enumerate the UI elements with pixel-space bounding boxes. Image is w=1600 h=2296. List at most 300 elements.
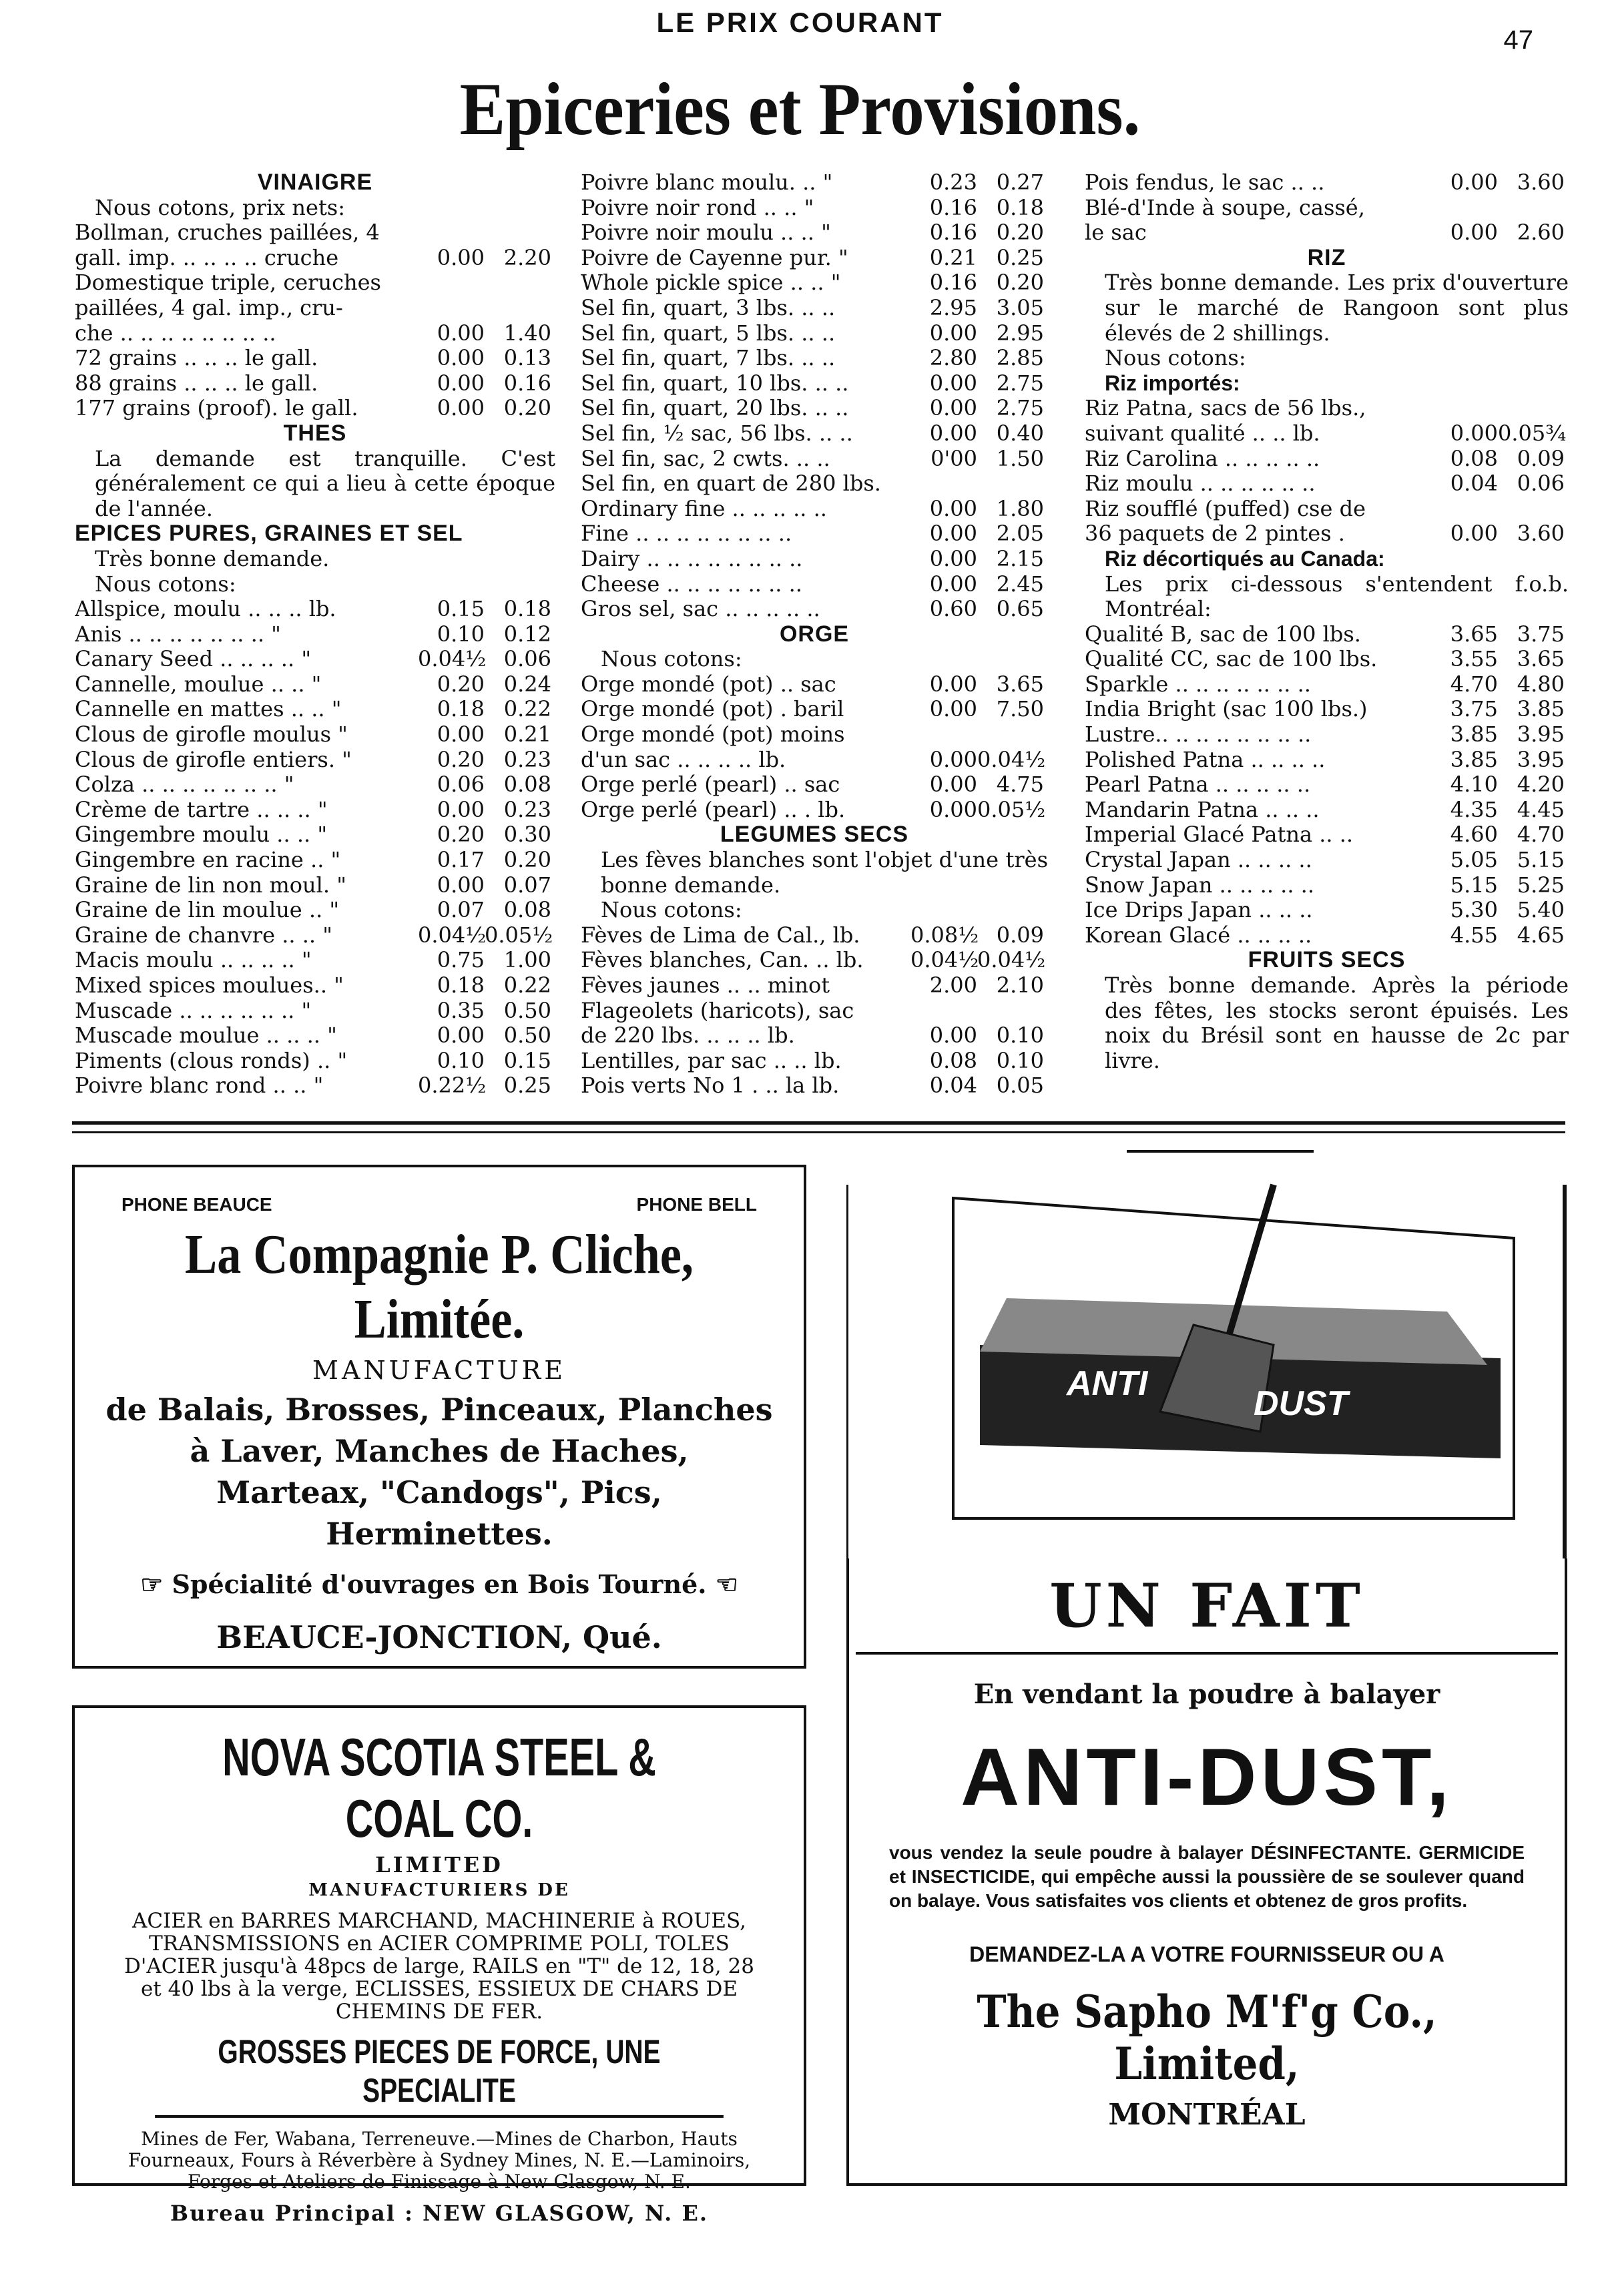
page-number: 47 [1503,25,1533,55]
item-name: Poivre de Cayenne pur. " [581,245,848,270]
price-low [418,296,485,321]
item-name: Sel fin, quart, 7 lbs. .. .. [581,346,836,371]
price-row [581,1023,1048,1049]
ad-line: Marteax, "Candogs", Pics, [216,1474,662,1510]
ad-body: vous vendez la seule poudre à balayer DÉSINFECTANTE. GERMICIDE et INSECTICIDE, qui empêche aussi la poussière de se soulever quand on balaye. Vous satisfaites vos clients et obtenez de gros profits. [889,1842,1525,1911]
item-name: Pois fendus, le sac .. .. [1085,170,1325,195]
price-row [75,722,555,748]
price-row [75,1073,555,1099]
item-name: Mandarin Patna .. .. .. [1085,797,1320,822]
price-high: 3.60 [1517,170,1565,195]
item-name: Fèves de Lima de Cal., lb. [581,922,860,948]
section-title-orge: ORGE [779,621,850,647]
price-low: 0.20 [437,671,485,697]
price-high: 0.09 [1517,445,1565,471]
price-low: 0.18 [437,696,485,722]
section-intro: Nous cotons: [95,571,236,597]
price-high: 3.95 [1517,722,1565,748]
price-row [581,471,1048,497]
item-name: Ice Drips Japan .. .. .. [1085,898,1313,923]
price-low: 2.00 [929,972,977,998]
price-row [581,371,1048,396]
price-low: 0.20 [437,822,485,848]
price-row [1085,196,1569,221]
price-low: 0.00 [437,1023,485,1049]
ad-nova-scotia [72,1705,806,2226]
price-high: 2.10 [996,972,1044,998]
price-low: 0.00 [437,370,485,396]
price-row [75,597,555,622]
price-row [1085,421,1569,447]
price-high: 0.06 [1517,471,1565,497]
price-high: 0.23 [503,796,551,822]
item-name: Muscade moulue .. .. .. " [75,1023,337,1049]
price-low: 4.60 [1450,822,1498,848]
item-name: Dairy .. .. .. .. .. .. .. .. [581,546,803,571]
price-high: 1.40 [503,320,551,346]
price-low [910,722,977,748]
section-text-riz: Très bonne demande. Les prix d'ouverture sur le marché de Rangoon sont plus élevés de 2 shillings. [1105,270,1569,346]
price-high: 0.50 [503,997,551,1023]
price-list-riz-canada [1085,622,1569,948]
section-intro: Nous cotons: [601,897,742,923]
price-low: 5.05 [1450,847,1498,873]
price-low: 0.00 [437,395,485,421]
price-row [75,346,555,371]
price-row [1085,447,1569,472]
price-row [75,848,555,873]
image-label: ANTI [1067,1364,1148,1403]
price-row [581,170,1048,196]
column-1 [75,170,555,1099]
phone-label: PHONE BELL [636,1194,757,1215]
price-low: 3.55 [1450,646,1498,672]
price-high: 0.27 [996,170,1044,195]
price-row [581,447,1048,472]
ad-subtitle: MANUFACTURE [312,1356,566,1385]
price-low: 0.10 [437,1047,485,1073]
price-low: 0.00 [929,370,977,396]
price-row [581,497,1048,522]
item-name: Riz Carolina .. .. .. .. .. [1085,446,1320,471]
price-row [1085,647,1569,672]
divider-rule [72,1131,1565,1133]
item-name: Poivre blanc moulu. .. " [581,170,833,195]
price-low: 0.00 [929,671,977,697]
price-row [581,321,1048,346]
price-row [1085,471,1569,497]
price-row [581,722,1048,748]
price-row [581,521,1048,547]
item-name: Domestique triple, ceruches [75,270,381,296]
price-high: 0.08 [503,772,551,798]
item-name: Sel fin, quart, 10 lbs. .. .. [581,370,849,396]
price-high: 2.45 [996,571,1044,597]
price-low: 4.35 [1450,796,1498,822]
price-low: 0.00 [437,722,485,748]
item-name: Riz Patna, sacs de 56 lbs., [1085,396,1366,421]
price-high: 0.50 [503,1023,551,1049]
price-low: 0.00 [437,320,485,346]
price-low: 0.21 [929,244,977,270]
price-row [1085,898,1569,923]
price-row [581,421,1048,447]
section-intro: Nous cotons: [1105,345,1246,371]
price-high: 0.05½ [977,796,1046,822]
price-row [1085,848,1569,873]
price-low: 0.00 [437,345,485,371]
price-low: 0.00 [929,796,977,822]
price-row [581,697,1048,722]
price-row [1085,873,1569,898]
price-high: 2.05 [996,521,1044,547]
item-name: Riz moulu .. .. .. .. .. .. [1085,471,1316,497]
price-row [75,296,555,321]
item-name: Anis .. .. .. .. .. .. .. " [75,621,281,647]
divider-rule [72,1121,1565,1125]
price-high: 2.85 [996,345,1044,371]
price-low: 0.06 [437,772,485,798]
price-row [581,998,1048,1024]
ad-subhead: En vendant la poudre à balayer [973,1679,1440,1710]
price-high: 2.60 [1517,220,1565,246]
price-high: 0.07 [503,872,551,898]
price-high: 4.70 [1517,822,1565,848]
price-high [485,220,555,246]
item-name: suivant qualité .. .. lb. [1085,420,1320,446]
price-high: 0.22 [503,972,551,998]
price-high [977,722,1048,748]
price-row [1085,497,1569,522]
price-high: 3.05 [996,294,1044,320]
section-text-fruits: Très bonne demande. Après la période des fêtes, les stocks seront épuisés. Les noix du Brésil sont en hausse de 2c par livre. [1105,972,1569,1073]
item-name: Gingembre moulu .. .. " [75,822,328,848]
price-row [75,772,555,798]
item-name: Imperial Glacé Patna .. .. [1085,822,1354,848]
ad-products: ACIER en BARRES MARCHAND, MACHINERIE à ROUES, TRANSMISSIONS en ACIER COMPRIME POLI, TOLES D'ACIER jusqu'à 48pcs de large, RAILS en "T" de 12, 18, 28 et 40 lbs à la verge, ECLISSES, ESSIEUX DE CHARS DE CHEMINS DE FER. [124,1909,754,2024]
price-low: 0.16 [929,194,977,220]
price-high: 5.40 [1517,897,1565,923]
item-name: Sel fin, en quart de 280 lbs. [581,471,881,497]
price-high: 0.04½ [977,947,1046,973]
price-low: 0.04 [1450,471,1498,497]
price-row [75,898,555,923]
price-high: 3.65 [1517,646,1565,672]
price-row [1085,748,1569,773]
price-row [581,1049,1048,1074]
item-name: Allspice, moulu .. .. .. lb. [75,597,336,622]
running-header: LE PRIX COURANT [656,7,944,38]
section-title-vinaigre: VINAIGRE [257,170,373,195]
price-low: 0.08½ [910,922,979,948]
price-high: 5.15 [1517,847,1565,873]
price-low: 0.04 [929,1073,977,1099]
ad-brand: ANTI-DUST, [961,1731,1453,1822]
ad-speciality: Spécialité d'ouvrages en Bois Tourné. [172,1569,707,1599]
price-list-pois [1085,170,1569,246]
item-name: Clous de girofle moulus " [75,722,348,748]
price-low: 0.00 [929,746,977,772]
price-low: 0.00 [929,772,977,798]
price-row [581,220,1048,246]
price-high: 0.25 [503,1073,551,1099]
item-name: Gingembre en racine .. " [75,848,341,873]
subsection-title-riz-importes: Riz importés: [1105,370,1240,395]
section-text-thes: La demande est tranquille. C'est généralement ce qui a lieu à cette époque de l'année. [95,445,555,521]
price-high: 0.30 [503,822,551,848]
price-low: 4.10 [1450,772,1498,798]
company-suffix: LIMITED [375,1852,503,1878]
item-name: Cheese .. .. .. .. .. .. .. [581,571,802,597]
price-row [581,672,1048,697]
price-high: 0.21 [503,722,551,748]
item-name: Poivre noir moulu .. .. " [581,220,831,246]
item-name: Gros sel, sac .. .. .. .. .. [581,597,820,622]
price-low [1431,497,1498,522]
price-low: 0.08 [1450,445,1498,471]
price-row [75,873,555,898]
column-2 [581,170,1048,1099]
company-name: The Sapho M'f'g Co., Limited, [977,1986,1437,2090]
price-low [418,220,485,246]
item-name: le sac [1085,220,1147,246]
price-list-vinaigre [75,220,555,421]
section-title-epices: EPICES PURES, GRAINES ET SEL [75,521,463,547]
item-name: Polished Patna .. .. .. .. [1085,747,1326,772]
price-low: 5.30 [1450,897,1498,923]
price-low: 0.04½ [910,947,979,973]
ad-anti-dust [846,1145,1567,2186]
price-low: 0.00 [437,872,485,898]
price-row [1085,396,1569,421]
price-high: 0.16 [503,370,551,396]
item-name: Flageolets (haricots), sac [581,998,854,1023]
phone-label: PHONE BEAUCE [121,1194,272,1215]
price-high [485,296,555,321]
price-row [581,572,1048,597]
item-name: Poivre noir rond .. .. " [581,195,814,220]
price-high: 4.20 [1517,772,1565,798]
price-high: 4.45 [1517,796,1565,822]
price-row [581,270,1048,296]
price-low: 2.95 [929,294,977,320]
price-low: 0.08 [929,1047,977,1073]
price-row [581,772,1048,798]
item-name: Fèves jaunes .. .. minot [581,973,830,998]
section-title-fruits: FRUITS SECS [1248,947,1406,973]
price-low [910,471,977,497]
price-low: 0.00 [437,796,485,822]
price-high: 0.24 [503,671,551,697]
item-name: Snow Japan .. .. .. .. .. [1085,872,1315,898]
price-row [75,321,555,346]
price-row [75,270,555,296]
price-low: 3.75 [1450,696,1498,722]
price-row [75,672,555,697]
item-name: Macis moulu .. .. .. .. " [75,948,312,973]
item-name: Pearl Patna .. .. .. .. .. [1085,772,1311,798]
price-high: 0.40 [996,420,1044,446]
price-list-orge [581,672,1048,823]
price-row [75,220,555,246]
price-low: 3.85 [1450,746,1498,772]
price-high [1498,196,1569,221]
price-row [75,973,555,998]
section-intro: Nous cotons: [601,646,742,672]
section-title-thes: THES [283,420,347,446]
item-name: Orge perlé (pearl) .. . lb. [581,797,846,822]
ad-line: à Laver, Manches de Haches, [190,1433,689,1469]
price-high: 0.23 [503,746,551,772]
price-high: 0.22 [503,696,551,722]
price-high: 0.04½ [977,746,1046,772]
ad-mines: Mines de Fer, Wabana, Terreneuve.—Mines de Charbon, Hauts Fourneaux, Fours à Réverbère à Sydney Mines, N. E.—Laminoirs, Forges et Ateliers de Finissage à New Glasgow, N. E. [127,2128,751,2193]
price-low: 0.00 [929,420,977,446]
price-low: 0.00 [1450,220,1498,246]
price-list-riz-importes [1085,396,1569,547]
price-row [75,798,555,823]
price-row [581,948,1048,973]
item-name: d'un sac .. .. .. .. lb. [581,747,786,772]
price-high: 0.20 [503,395,551,421]
item-name: Graine de lin non moul. " [75,872,346,898]
price-row [75,396,555,421]
company-name: NOVA SCOTIA STEEL & COAL CO. [222,1727,656,1848]
price-high: 1.00 [503,947,551,973]
item-name: de 220 lbs. .. .. .. lb. [581,1023,795,1049]
item-name: 177 grains (proof). le gall. [75,396,358,421]
price-low [418,270,485,296]
price-high: 0.18 [996,194,1044,220]
price-row [581,547,1048,572]
price-row [75,748,555,773]
item-name: paillées, 4 gal. imp., cru- [75,295,343,320]
price-high: 3.60 [1517,521,1565,547]
price-row [581,346,1048,371]
price-low: 0.00 [929,495,977,521]
item-name: Piments (clous ronds) .. " [75,1048,348,1073]
price-high: 0.10 [996,1023,1044,1049]
price-low: 4.55 [1450,922,1498,948]
price-low: 0.00 [929,545,977,571]
price-row [581,396,1048,421]
price-low: 0.20 [437,746,485,772]
price-low: 0.60 [929,596,977,622]
item-name: Sel fin, ½ sac, 56 lbs. .. .. [581,420,853,446]
price-row [75,822,555,848]
item-name: Graine de chanvre .. .. " [75,922,332,948]
price-high: 3.95 [1517,746,1565,772]
item-name: 72 grains .. .. .. le gall. [75,346,318,371]
item-name: Canary Seed .. .. .. .. " [75,647,312,672]
item-name: Orge mondé (pot) . baril [581,697,844,722]
price-row [1085,772,1569,798]
ad-office: Bureau Principal : NEW GLASGOW, N. E. [170,2201,708,2226]
item-name: Riz soufflé (puffed) cse de [1085,496,1366,521]
price-high: 2.20 [503,244,551,270]
price-row [75,371,555,396]
item-name: Orge mondé (pot) .. sac [581,671,836,697]
item-name: Orge perlé (pearl) .. sac [581,772,840,798]
item-name: 36 paquets de 2 pintes . [1085,521,1345,547]
price-row [1085,798,1569,823]
price-low: 0.75 [437,947,485,973]
price-low: 0.16 [929,270,977,296]
price-row [581,748,1048,773]
item-name: Crème de tartre .. .. .. " [75,797,328,822]
item-name: Sel fin, quart, 3 lbs. .. .. [581,295,836,320]
ad-subtitle: MANUFACTURIERS DE [308,1880,570,1900]
price-high: 3.85 [1517,696,1565,722]
item-name: Sel fin, quart, 20 lbs. .. .. [581,396,849,421]
price-high: 0.05 [996,1073,1044,1099]
price-high [977,998,1048,1024]
price-row [75,622,555,647]
price-high: 0.13 [503,345,551,371]
price-row [581,196,1048,221]
price-high: 7.50 [996,696,1044,722]
price-row [1085,170,1569,196]
ad-city: MONTRÉAL [1108,2098,1306,2132]
item-name: Qualité B, sac de 100 lbs. [1085,621,1361,647]
price-row [1085,220,1569,246]
price-high: 0.18 [503,596,551,622]
item-name: Colza .. .. .. .. .. .. .. " [75,772,294,798]
price-row [581,1073,1048,1099]
company-name: La Compagnie P. Cliche, Limitée. [185,1223,694,1350]
price-row [581,597,1048,622]
price-row [75,697,555,722]
item-name: che .. .. .. .. .. .. .. .. [75,320,276,346]
ad-call-to-action: DEMANDEZ-LA A VOTRE FOURNISSEUR OU A [969,1942,1444,1966]
price-row [581,798,1048,823]
price-low: 2.80 [929,345,977,371]
ad-location: BEAUCE-JONCTION, Qué. [216,1619,662,1655]
price-row [1085,622,1569,647]
price-high: 0.06 [503,646,551,672]
price-row [75,246,555,271]
item-name: Qualité CC, sac de 100 lbs. [1085,647,1378,672]
price-high [1498,497,1569,522]
price-high: 0.20 [996,220,1044,246]
item-name: Mixed spices moulues.. " [75,973,344,998]
pointing-hand-icon: ☜ [715,1569,738,1599]
price-low: 0.00 [929,696,977,722]
price-high: 2.75 [996,395,1044,421]
price-low: 0.18 [437,972,485,998]
price-high: 0.25 [996,244,1044,270]
price-low: 0.10 [437,621,485,647]
price-low: 0.00 [929,521,977,547]
price-row [75,1049,555,1074]
item-name: India Bright (sac 100 lbs.) [1085,697,1368,722]
page-title: Epiceries et Provisions. [459,68,1141,151]
price-high: 0.05¾ [1498,420,1567,446]
price-low: 3.85 [1450,722,1498,748]
price-high: 0.08 [503,897,551,923]
item-name: Fèves blanches, Can. .. lb. [581,948,864,973]
item-name: Lustre.. .. .. .. .. .. .. .. [1085,722,1312,748]
price-high: 5.25 [1517,872,1565,898]
price-high: 4.80 [1517,671,1565,697]
price-low: 0.00 [1450,420,1498,446]
price-row [1085,822,1569,848]
item-name: Orge mondé (pot) moins [581,722,845,748]
price-low: 0'00 [930,445,977,471]
price-low: 4.70 [1450,671,1498,697]
price-low: 0.00 [437,244,485,270]
price-low [1431,396,1498,421]
